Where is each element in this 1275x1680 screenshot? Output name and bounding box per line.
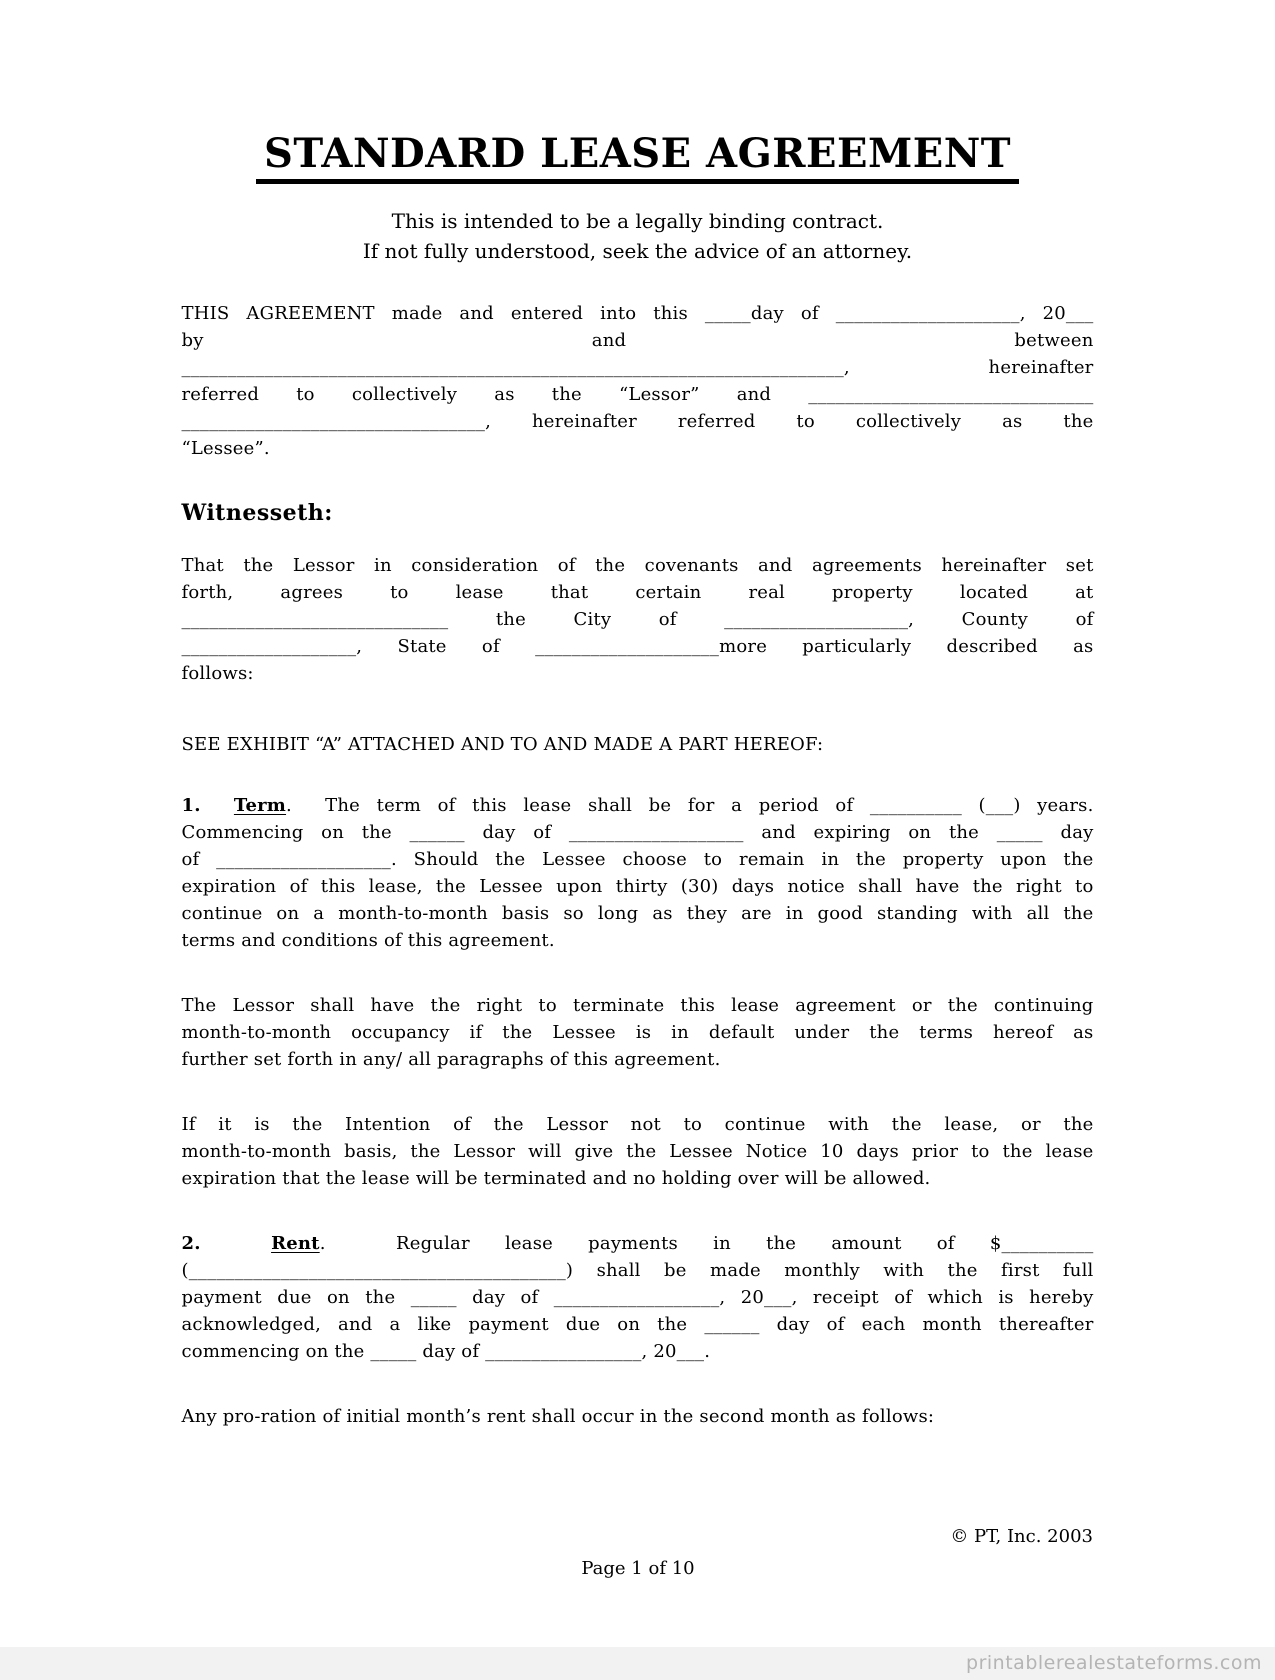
document-body (182, 300, 1094, 1430)
paragraph-line: ___________________, State of ____________________more particularly described as (181, 636, 1094, 657)
paragraph-line: If it is the Intention of the Lessor not to continue with the lease, or the (181, 1114, 1094, 1135)
paragraph-line: forth, agrees to lease that certain real property located at (181, 582, 1094, 603)
title-wrap (182, 132, 1094, 184)
paragraph-line: of ___________________. Should the Lessee choose to remain in the property upon the (181, 849, 1094, 870)
termination-paragraph (182, 992, 1094, 1073)
paragraph-line: ________________________________________________________________________, hereinafter (181, 357, 1094, 378)
page-number: Page 1 of 10 (581, 1558, 695, 1579)
page-content (182, 0, 1094, 1430)
paragraph-line: SEE EXHIBIT “A” ATTACHED AND TO AND MADE A PART HEREOF: (181, 734, 824, 755)
paragraph-line: 2. Rent. Regular lease payments in the amount of $__________ (181, 1233, 1094, 1254)
consideration-paragraph (182, 552, 1094, 687)
paragraph-line: _________________________________, hereinafter referred to collectively as the (181, 411, 1094, 432)
paragraph-line: terms and conditions of this agreement. (181, 930, 555, 951)
paragraph-line: That the Lessor in consideration of the covenants and agreements hereinafter set (181, 555, 1094, 576)
paragraph-line: follows: (181, 663, 254, 684)
subtitle-line: This is intended to be a legally binding contract. (391, 209, 884, 233)
copyright-notice: © PT, Inc. 2003 (950, 1526, 1093, 1547)
paragraph-line: (_________________________________________) shall be made monthly with the first full (181, 1260, 1094, 1281)
paragraph-line: continue on a month-to-month basis so long as they are in good standing with all the (181, 903, 1094, 924)
term-paragraph (182, 792, 1094, 954)
paragraph-line: payment due on the _____ day of __________________, 20___, receipt of which is hereby (181, 1287, 1094, 1308)
paragraph-line: The Lessor shall have the right to terminate this lease agreement or the continuing (181, 995, 1094, 1016)
paragraph-line: month-to-month occupancy if the Lessee is in default under the terms hereof as (181, 1022, 1094, 1043)
paragraph-line: month-to-month basis, the Lessor will give the Lessee Notice 10 days prior to the lease (181, 1141, 1094, 1162)
page-title: STANDARD LEASE AGREEMENT (256, 132, 1019, 184)
rent-paragraph (182, 1230, 1094, 1365)
paragraph-line: THIS AGREEMENT made and entered into this _____day of ____________________, 20___ (181, 303, 1094, 324)
paragraph-line: acknowledged, and a like payment due on the ______ day of each month thereafter (181, 1314, 1094, 1335)
paragraph-line: 1. Term. The term of this lease shall be for a period of __________ (___) years. (181, 795, 1094, 816)
intention-paragraph (182, 1111, 1094, 1192)
watermark-bar (0, 1647, 1275, 1680)
subtitle-line: If not fully understood, seek the advice of an attorney. (362, 239, 913, 263)
paragraph-line: expiration of this lease, the Lessee upon thirty (30) days notice shall have the right to (181, 876, 1094, 897)
paragraph-line: “Lessee”. (181, 438, 270, 459)
paragraph-line: commencing on the _____ day of _________________, 20___. (181, 1341, 711, 1362)
exhibit-line (182, 731, 1094, 758)
opening-paragraph (182, 300, 1094, 462)
watermark-text: printablerealestateforms.com (966, 1652, 1262, 1674)
subtitle (182, 206, 1094, 266)
witnesseth-heading (182, 498, 1094, 528)
paragraph-line: expiration that the lease will be terminated and no holding over will be allowed. (181, 1168, 931, 1189)
paragraph-line: further set forth in any/ all paragraphs of this agreement. (181, 1049, 721, 1070)
section-heading: Witnesseth: (181, 500, 333, 526)
paragraph-line: Any pro-ration of initial month’s rent shall occur in the second month as follows: (181, 1406, 935, 1427)
paragraph-line: _____________________________ the City of ____________________, County of (181, 609, 1094, 630)
paragraph-line: Commencing on the ______ day of ___________________ and expiring on the _____ day (181, 822, 1094, 843)
paragraph-line: by and between (181, 330, 1094, 351)
proration-paragraph (182, 1403, 1094, 1430)
paragraph-line: referred to collectively as the “Lessor” and _______________________________ (181, 384, 1094, 405)
